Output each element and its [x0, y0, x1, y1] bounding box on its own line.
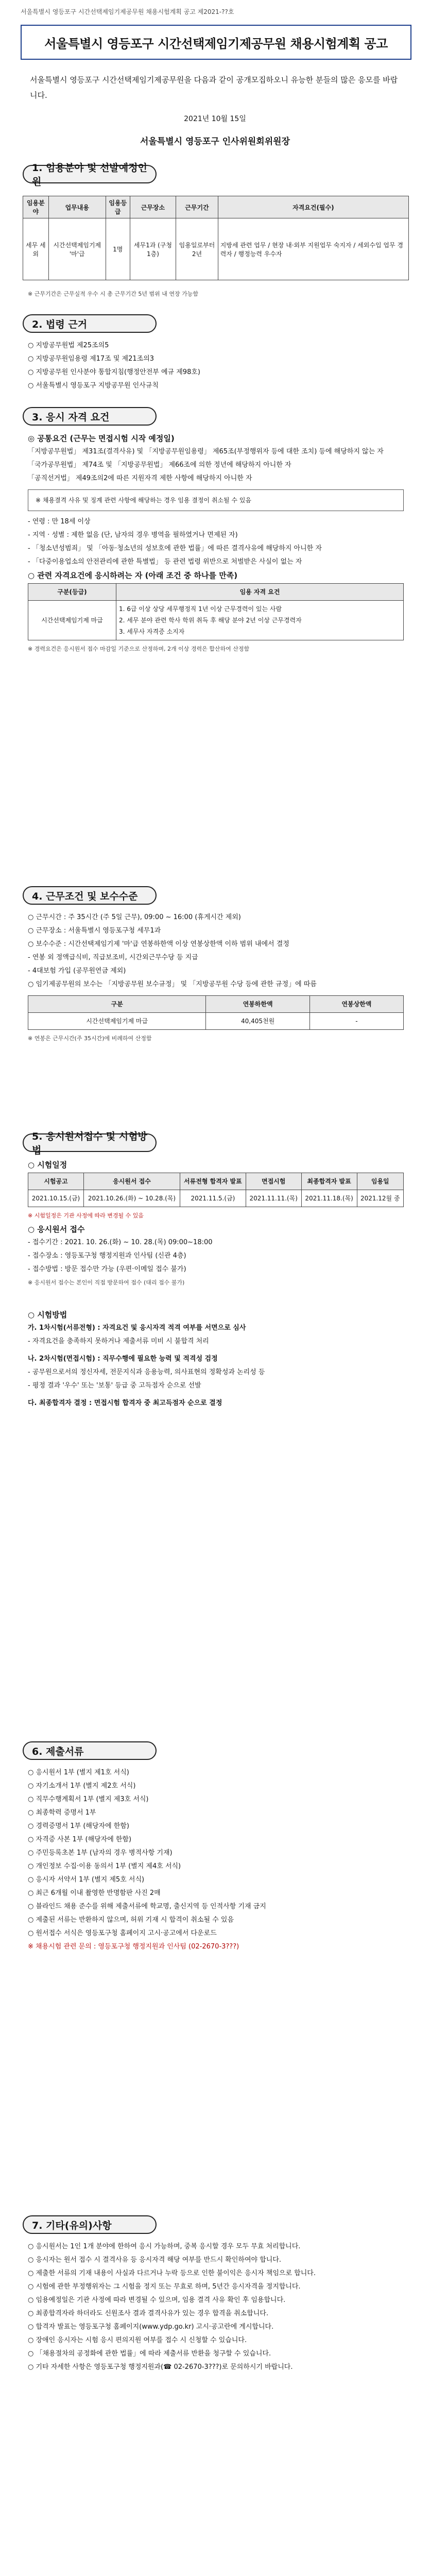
- list-item: 「지방공무원법」 제31조(결격사유) 및 「지방공무원임용령」 제65조(부정행위자 등에 대한 조치) 등에 해당하지 않는 자: [28, 448, 384, 455]
- list-item: - 「청소년성범죄」 및 「아동·청소년의 성보호에 관한 법률」에 따른 결격사유에 해당하지 아니한 자: [28, 545, 322, 552]
- col-announce: 시험공고: [28, 1173, 84, 1190]
- col-req: 자격요건(필수): [218, 196, 408, 218]
- list-item: ○ 임기제공무원의 보수는 「지방공무원 보수규정」 및 「지방공무원 수당 등에 관한 규정」에 따름: [28, 980, 317, 988]
- list-item: 가. 1차시험(서류전형) : 자격요건 및 응시자격 적격 여부를 서면으로 심사: [28, 1324, 246, 1332]
- list-item: ○ 보수수준 : 시간선택제임기제 '마'급 연봉하한액 이상 연봉상한액 이하 범위 내에서 결정: [28, 940, 289, 948]
- cell-count: 1명: [106, 218, 130, 280]
- col-final: 최종합격자 발표: [301, 1173, 357, 1190]
- list-item: - 4대보험 가입 (공무원연금 제외): [28, 967, 126, 975]
- section-6-heading: 6. 제출서류: [23, 1741, 157, 1760]
- list-item: ○ 근무장소 : 서울특별시 영등포구청 세무1과: [28, 927, 161, 935]
- list-item: ○ 「채용절차의 공정화에 관한 법률」에 따라 제출서류 반환을 청구할 수 있습니다.: [28, 2350, 271, 2358]
- list-item: ○ 응시원서는 1인 1개 분야에 한하여 응시 가능하며, 중복 응시할 경우 모두 무효 처리합니다.: [28, 2243, 301, 2250]
- list-item: ○ 경력증명서 1부 (해당자에 한함): [28, 1822, 129, 1830]
- list-item: ○ 지방공무원임용령 제17조 및 제21조의3: [28, 355, 154, 363]
- list-item: ○ 응시자는 원서 접수 시 결격사유 등 응시자격 해당 여부를 반드시 확인하여야 합니다.: [28, 2256, 282, 2264]
- law-list: [28, 340, 404, 394]
- list-item: ※ 응시원서 접수는 본인이 직접 방문하여 접수 (대리 접수 불가): [28, 1279, 185, 1286]
- col-apply: 응시원서 접수: [83, 1173, 180, 1190]
- notes-block: [28, 2241, 404, 2375]
- recruit-table: [23, 196, 409, 280]
- documents-block: [28, 1767, 404, 1955]
- table-row: [28, 601, 404, 640]
- intro-signer: 서울특별시 영등포구 인사위원회위원장: [140, 137, 290, 147]
- col-period: 근무기간: [176, 196, 218, 218]
- list-item: ○ 제출된 서류는 반환하지 않으며, 허위 기재 시 합격이 취소될 수 있음: [28, 1916, 234, 1924]
- col-task: 업무내용: [48, 196, 106, 218]
- list-item: 「공직선거법」 제49조의2에 따른 지원자격 제한 사항에 해당하지 아니한 자: [28, 474, 252, 482]
- table-row: [28, 1013, 404, 1030]
- cell-final: 2021.11.18.(목): [301, 1190, 357, 1207]
- cell-doc-result: 2021.11.5.(금): [180, 1190, 246, 1207]
- page-title: 서울특별시 영등포구 시간선택제임기제공무원 채용시험계획 공고: [44, 36, 388, 51]
- col-appoint: 임용일: [357, 1173, 404, 1190]
- list-item: - 접수장소 : 영등포구청 행정지원과 인사팀 (신관 4층): [28, 1252, 186, 1260]
- table-row: [28, 1190, 404, 1207]
- notice-box: ※ 채용결격 사유 및 징계 관련 사항에 해당하는 경우 임용 결정이 취소될 수 있음: [28, 489, 404, 511]
- list-item: 다. 최종합격자 결정 : 면접시험 합격자 중 최고득점자 순으로 결정: [28, 1399, 222, 1407]
- salary-note: ※ 연봉은 근무시간(주 35시간)에 비례하여 산정함: [28, 1035, 152, 1042]
- list-item: 2. 세무 분야 관련 학사 학위 취득 후 해당 분야 2년 이상 근무경력자: [119, 617, 302, 624]
- list-item: - 지역 · 성별 : 제한 없음 (단, 남자의 경우 병역을 필하였거나 면제된 자): [28, 531, 238, 539]
- cell-interview: 2021.11.11.(목): [246, 1190, 301, 1207]
- list-item: - 평정 결과 '우수' 또는 '보통' 등급 중 고득점자 순으로 선발: [28, 1382, 201, 1389]
- section-2-heading: 2. 법령 근거: [23, 314, 157, 333]
- s1-note: ※ 근무기간은 근무실적 우수 시 총 근무기간 5년 범위 내 연장 가능함: [28, 291, 198, 297]
- exam-block: [28, 1159, 404, 1411]
- col-req: 임용 자격 요건: [116, 584, 404, 601]
- list-item: ○ 최근 6개월 이내 촬영한 반명함판 사진 2매: [28, 1889, 161, 1897]
- list-item: 나. 2차시험(면접시험) : 직무수행에 필요한 능력 및 적격성 검정: [28, 1355, 218, 1363]
- cell-max: -: [309, 1013, 403, 1030]
- row-items: [116, 601, 404, 640]
- req-table: [28, 583, 404, 640]
- section-4-heading: 4. 근무조건 및 보수수준: [23, 886, 157, 905]
- row-label: 시간선택제임기제 마급: [28, 601, 116, 640]
- list-item: ○ 근무시간 : 주 35시간 (주 5일 근무), 09:00 ~ 16:00 (휴게시간 제외): [28, 913, 241, 921]
- cell-req: 지방세 관련 업무 / 현장 내·외부 지원업무 숙지자 / 세외수입 업무 경력자 / 행정능력 우수자: [218, 218, 408, 280]
- col-type: 구분: [28, 996, 206, 1013]
- list-item: - 연봉 외 정액급식비, 직급보조비, 시간외근무수당 등 지급: [28, 954, 198, 961]
- cell-period: 임용일로부터 2년: [176, 218, 218, 280]
- sched-note: ※ 시험일정은 기관 사정에 따라 변경될 수 있음: [28, 1212, 144, 1219]
- section-7-heading: 7. 기타(유의)사항: [23, 2215, 157, 2234]
- list-item: - 접수방법 : 방문 접수만 가능 (우편·이메일 접수 불가): [28, 1265, 186, 1273]
- cell-min: 40,405천원: [206, 1013, 309, 1030]
- list-item: ○ 합격자 발표는 영등포구청 홈페이지(www.ydp.go.kr) 고시·공고란에 게시합니다.: [28, 2323, 274, 2331]
- col-min: 연봉하한액: [206, 996, 309, 1013]
- list-item: ※ 채용시험 관련 문의 : 영등포구청 행정지원과 인사팀 (02-2670-3???): [28, 1943, 239, 1951]
- intro-text: 서울특별시 영등포구 시간선택제임기제공무원을 다음과 같이 공개모집하오니 유능한 분들의 많은 응모를 바랍니다.: [30, 75, 398, 100]
- age-text: - 연령 : 만 18세 이상: [28, 518, 91, 526]
- cell-announce: 2021.10.15.(금): [28, 1190, 84, 1207]
- apply-title: ○ 응시원서 접수: [28, 1225, 85, 1234]
- col-grade: 임용등급: [106, 196, 130, 218]
- col-doc-result: 서류전형 합격자 발표: [180, 1173, 246, 1190]
- list-item: ○ 장애인 응시자는 시험 응시 편의지원 여부를 접수 시 신청할 수 있습니다.: [28, 2336, 247, 2344]
- list-item: ○ 시험에 관한 부정행위자는 그 시험을 정지 또는 무효로 하며, 5년간 응시자격을 정지합니다.: [28, 2283, 301, 2291]
- list-item: ○ 직무수행계획서 1부 (별지 제3호 서식): [28, 1795, 149, 1803]
- list-item: ○ 개인정보 수집·이용 동의서 1부 (별지 제4호 서식): [28, 1862, 181, 1870]
- col-interview: 면접시험: [246, 1173, 301, 1190]
- list-item: ○ 서울특별시 영등포구 지방공무원 인사규칙: [28, 382, 159, 389]
- cell-task: 시간선택제임기제 '마'급: [48, 218, 106, 280]
- intro-date: 2021년 10월 15일: [184, 115, 246, 123]
- list-item: ○ 기타 자세한 사항은 영등포구청 행정지원과(☎ 02-2670-3???)로 문의하시기 바랍니다.: [28, 2363, 293, 2371]
- list-item: ○ 응시자 서약서 1부 (별지 제5호 서식): [28, 1876, 145, 1884]
- list-item: ○ 자기소개서 1부 (별지 제2호 서식): [28, 1782, 136, 1790]
- list-item: ○ 자격증 사본 1부 (해당자에 한함): [28, 1836, 132, 1843]
- method-title: ○ 시험방법: [28, 1310, 67, 1319]
- list-item: 1. 6급 이상 상당 세무행정직 1년 이상 근무경력이 있는 사람: [119, 605, 282, 613]
- common-title: ◎ 공통요건 (근무는 면접시험 시작 예정일): [28, 434, 175, 443]
- cell-apply: 2021.10.26.(화) ~ 10.28.(목): [83, 1190, 180, 1207]
- list-item: ○ 최종합격자라 하더라도 신원조사 결과 결격사유가 있는 경우 합격을 취소합니다.: [28, 2310, 269, 2317]
- section-5-heading: 5. 응시원서접수 및 시험방법: [23, 1133, 157, 1152]
- req-title: ○ 관련 자격요건에 응시하려는 자 (아래 조건 중 하나를 만족): [28, 571, 238, 580]
- list-item: - 접수기간 : 2021. 10. 26.(화) ~ 10. 28.(목) 09:00~18:00: [28, 1239, 213, 1246]
- table-row: [23, 218, 409, 280]
- list-item: ○ 지방공무원법 제25조의5: [28, 342, 109, 349]
- section-1-heading: 1. 임용분야 및 선발예정인원: [23, 165, 157, 183]
- title-box: [21, 25, 411, 60]
- list-item: ○ 임용예정일은 기관 사정에 따라 변경될 수 있으며, 임용 결격 사유 확인 후 임용합니다.: [28, 2296, 286, 2304]
- list-item: ○ 원서접수 서식은 영등포구청 홈페이지 고시·공고에서 다운로드: [28, 1929, 217, 1937]
- list-item: - 자격요건을 충족하지 못하거나 제출서류 미비 시 불합격 처리: [28, 1337, 209, 1345]
- list-item: 「국가공무원법」 제74조 및 「지방공무원법」 제66조에 의한 정년에 해당하지 아니한 자: [28, 461, 291, 469]
- cell-place: 세무1과 (구청 1층): [130, 218, 176, 280]
- qualification-block: [28, 433, 404, 657]
- list-item: ○ 주민등록초본 1부 (남자의 경우 병적사항 기재): [28, 1849, 173, 1857]
- list-item: ○ 지방공무원 인사분야 통합지침(행정안전부 예규 제98호): [28, 368, 200, 376]
- section-3-heading: 3. 응시 자격 요건: [23, 407, 157, 426]
- salary-table: [28, 995, 404, 1030]
- list-item: ○ 응시원서 1부 (별지 제1호 서식): [28, 1769, 129, 1776]
- cell-field: 세무 세외: [23, 218, 49, 280]
- cell-type: 시간선택제임기제 마급: [28, 1013, 206, 1030]
- list-item: - 「다중이용업소의 안전관리에 관한 특별법」 등 관련 법령 위반으로 처벌받은 사실이 없는 자: [28, 558, 302, 566]
- col-place: 근무장소: [130, 196, 176, 218]
- schedule-table: [28, 1173, 404, 1207]
- document-number: 서울특별시 영등포구 시간선택제임기제공무원 채용시험계획 공고 제2021-??호: [21, 8, 234, 15]
- sched-title: ○ 시험일정: [28, 1160, 67, 1170]
- col-field: 임용분야: [23, 196, 49, 218]
- col-max: 연봉상한액: [309, 996, 403, 1013]
- list-item: ○ 최종학력 증명서 1부: [28, 1809, 96, 1817]
- list-item: ○ 제출한 서류의 기재 내용이 사실과 다르거나 누락 등으로 인한 불이익은 응시자 책임으로 합니다.: [28, 2269, 316, 2277]
- cell-appoint: 2021.12월 중: [357, 1190, 404, 1207]
- list-item: ○ 블라인드 채용 준수를 위해 제출서류에 학교명, 출신지역 등 인적사항 기재 금지: [28, 1903, 266, 1910]
- list-item: 3. 세무사 자격증 소지자: [119, 628, 185, 635]
- col-grade: 구분(등급): [28, 584, 116, 601]
- list-item: - 공무원으로서의 정신자세, 전문지식과 응용능력, 의사표현의 정확성과 논리성 등: [28, 1368, 265, 1376]
- req-note: ※ 경력요건은 응시원서 접수 마감일 기준으로 산정하며, 2개 이상 경력은 합산하여 산정함: [28, 646, 250, 652]
- condition-block: [28, 912, 404, 1046]
